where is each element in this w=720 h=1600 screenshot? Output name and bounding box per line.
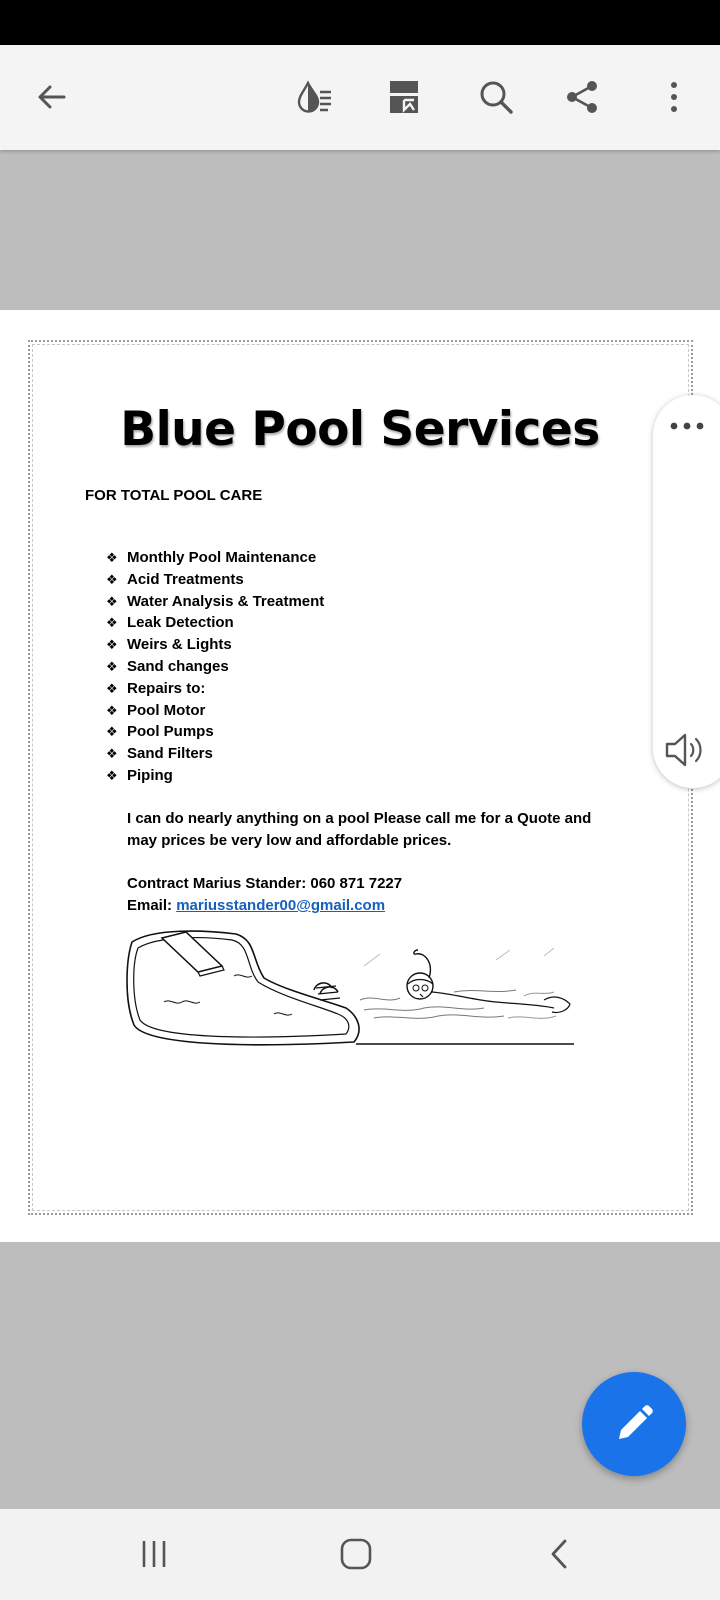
email-label: Email: bbox=[127, 897, 177, 914]
email-link[interactable]: mariusstander00@gmail.com bbox=[176, 897, 386, 914]
layout-button[interactable] bbox=[376, 69, 432, 125]
search-button[interactable] bbox=[468, 69, 524, 125]
list-item: ❖ Weirs & Lights bbox=[106, 634, 324, 656]
bullet-icon: ❖ bbox=[106, 658, 118, 674]
ink-drop-icon bbox=[294, 77, 334, 117]
document-page[interactable] bbox=[0, 310, 720, 1242]
list-item: ❖ Leak Detection bbox=[106, 612, 324, 634]
home-icon bbox=[336, 1534, 376, 1574]
list-item: ❖ Monthly Pool Maintenance bbox=[106, 547, 324, 569]
ink-button[interactable] bbox=[286, 69, 342, 125]
list-item: ❖ Sand Filters bbox=[106, 743, 324, 765]
back-icon bbox=[540, 1534, 580, 1574]
list-item: ❖ Water Analysis & Treatment bbox=[106, 591, 324, 613]
system-navigation-bar bbox=[0, 1509, 720, 1600]
document-title: Blue Pool Services bbox=[120, 402, 600, 457]
bullet-icon: ❖ bbox=[106, 571, 118, 587]
bullet-icon: ❖ bbox=[106, 550, 118, 565]
list-item: ❖ Repairs to: bbox=[106, 678, 324, 700]
list-item: ❖ Pool Motor bbox=[106, 700, 324, 722]
back-arrow-icon bbox=[32, 77, 72, 117]
share-button[interactable] bbox=[554, 69, 610, 125]
bullet-icon: ❖ bbox=[106, 615, 118, 631]
more-horiz-icon[interactable] bbox=[663, 411, 713, 441]
recent-apps-button[interactable] bbox=[124, 1531, 184, 1577]
document-tagline: FOR TOTAL POOL CARE bbox=[85, 487, 263, 504]
bullet-icon: ❖ bbox=[106, 767, 118, 783]
document-body-text: I can do nearly anything on a pool Please call me for a Quote and may prices be very low and affordable prices. bbox=[127, 810, 592, 849]
more-options-button[interactable] bbox=[646, 69, 702, 125]
bullet-icon: ❖ bbox=[106, 637, 118, 653]
list-item: ❖ Piping bbox=[106, 765, 324, 787]
status-bar bbox=[0, 0, 720, 45]
document-layout-icon bbox=[384, 77, 424, 117]
share-icon bbox=[562, 77, 602, 117]
nav-back-button[interactable] bbox=[530, 1531, 590, 1577]
bullet-icon: ❖ bbox=[106, 680, 118, 696]
bullet-icon: ❖ bbox=[106, 593, 118, 609]
back-button[interactable] bbox=[24, 69, 80, 125]
contact-email-line bbox=[127, 895, 402, 917]
speaker-icon[interactable] bbox=[661, 730, 707, 770]
contact-phone-line: Contract Marius Stander: 060 871 7227 bbox=[127, 875, 403, 892]
bullet-icon: ❖ bbox=[106, 724, 118, 740]
services-list bbox=[106, 547, 324, 787]
list-item: ❖ Acid Treatments bbox=[106, 569, 324, 591]
pool-swimmer-illustration bbox=[124, 930, 594, 1050]
side-panel bbox=[653, 395, 720, 788]
list-item: ❖ Pool Pumps bbox=[106, 721, 324, 743]
bullet-icon: ❖ bbox=[106, 746, 118, 762]
bullet-icon: ❖ bbox=[106, 702, 118, 718]
search-icon bbox=[476, 77, 516, 117]
top-toolbar bbox=[0, 45, 720, 150]
recent-apps-icon bbox=[134, 1536, 174, 1572]
canvas-background-top bbox=[0, 150, 720, 310]
list-item: ❖ Sand changes bbox=[106, 656, 324, 678]
pencil-icon bbox=[611, 1401, 657, 1447]
more-vert-icon bbox=[654, 77, 694, 117]
home-button[interactable] bbox=[326, 1531, 386, 1577]
edit-fab-button[interactable] bbox=[582, 1372, 686, 1476]
contact-block bbox=[127, 873, 402, 917]
